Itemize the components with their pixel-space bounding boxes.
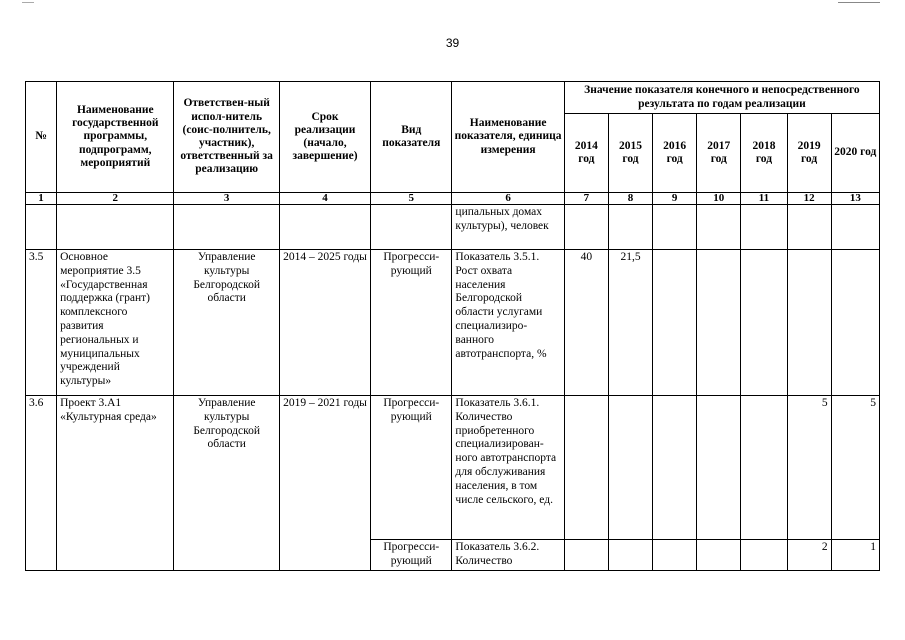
row-indicator-type: Прогресси-рующий <box>371 396 452 540</box>
header-year-2014: 2014 год <box>564 114 608 193</box>
column-numbers-row <box>26 193 880 205</box>
column-number: 3 <box>174 193 279 205</box>
row-number: 3.5 <box>26 250 57 396</box>
row-value-2019: 2 <box>787 540 831 571</box>
header-indicator-name: Наименование показателя, единица измерения <box>452 82 564 193</box>
header-year-2020: 2020 год <box>831 114 879 193</box>
header-program-name: Наименование государственной программы, подпрограмм, мероприятий <box>57 82 174 193</box>
row-term <box>279 205 370 250</box>
row-value-2018 <box>741 540 787 571</box>
row-value-2015 <box>608 205 652 250</box>
row-value-2014 <box>564 205 608 250</box>
row-value-2016 <box>653 250 697 396</box>
column-number: 1 <box>26 193 57 205</box>
column-number: 11 <box>741 193 787 205</box>
header-year-2019: 2019 год <box>787 114 831 193</box>
row-value-2019: 5 <box>787 396 831 540</box>
row-value-2018 <box>741 250 787 396</box>
table-row <box>26 250 880 396</box>
row-number: 3.6 <box>26 396 57 571</box>
header-year-2016: 2016 год <box>653 114 697 193</box>
row-indicator-name: Показатель 3.5.1. Рост охвата населения Белгородской области услугами специализиро-ванного автотранспорта, % <box>452 250 564 396</box>
row-value-2019 <box>787 205 831 250</box>
row-responsible: Управление культуры Белгородской области <box>174 250 279 396</box>
row-value-2020: 5 <box>831 396 879 540</box>
header-year-2017: 2017 год <box>697 114 741 193</box>
header-row-top <box>26 82 880 114</box>
row-value-2016 <box>653 540 697 571</box>
row-program-name <box>57 205 174 250</box>
row-value-2017 <box>697 205 741 250</box>
row-value-2020 <box>831 250 879 396</box>
row-value-2016 <box>653 396 697 540</box>
scan-mark-top-right <box>838 2 880 3</box>
row-value-2017 <box>697 250 741 396</box>
row-value-2019 <box>787 250 831 396</box>
row-value-2015 <box>608 396 652 540</box>
header-year-2018: 2018 год <box>741 114 787 193</box>
header-responsible: Ответствен-ный испол-нитель (соис-полнитель, участник), ответственный за реализацию <box>174 82 279 193</box>
row-indicator-type: Прогресси-рующий <box>371 250 452 396</box>
scan-mark-top-left <box>22 2 34 3</box>
column-number: 9 <box>653 193 697 205</box>
table-row <box>26 205 880 250</box>
column-number: 6 <box>452 193 564 205</box>
row-value-2017 <box>697 396 741 540</box>
table-row <box>26 396 880 540</box>
row-value-2014 <box>564 540 608 571</box>
row-value-2014 <box>564 396 608 540</box>
row-value-2015: 21,5 <box>608 250 652 396</box>
indicators-table <box>25 81 880 571</box>
header-year-2015: 2015 год <box>608 114 652 193</box>
column-number: 7 <box>564 193 608 205</box>
row-value-2020: 1 <box>831 540 879 571</box>
column-number: 4 <box>279 193 370 205</box>
row-indicator-type: Прогресси-рующий <box>371 540 452 571</box>
page-number: 39 <box>445 36 460 50</box>
row-indicator-name: ципальных домах культуры), человек <box>452 205 564 250</box>
row-value-2018 <box>741 205 787 250</box>
column-number: 2 <box>57 193 174 205</box>
header-values-by-year: Значение показателя конечного и непосредственного результата по годам реализации <box>564 82 879 114</box>
row-value-2020 <box>831 205 879 250</box>
column-number: 8 <box>608 193 652 205</box>
row-indicator-name: Показатель 3.6.2. Количество <box>452 540 564 571</box>
header-term: Срок реализации (начало, завершение) <box>279 82 370 193</box>
row-responsible <box>174 205 279 250</box>
row-value-2015 <box>608 540 652 571</box>
row-term: 2014 – 2025 годы <box>279 250 370 396</box>
row-responsible: Управление культуры Белгородской области <box>174 396 279 571</box>
row-number <box>26 205 57 250</box>
row-program-name: Проект 3.А1 «Культурная среда» <box>57 396 174 571</box>
row-value-2014: 40 <box>564 250 608 396</box>
column-number: 12 <box>787 193 831 205</box>
row-value-2017 <box>697 540 741 571</box>
column-number: 5 <box>371 193 452 205</box>
header-indicator-type: Вид показателя <box>371 82 452 193</box>
column-number: 10 <box>697 193 741 205</box>
row-term: 2019 – 2021 годы <box>279 396 370 571</box>
column-number: 13 <box>831 193 879 205</box>
row-indicator-name: Показатель 3.6.1. Количество приобретенного специализирован-ного автотранспорта для обслуживания населения, в том числе сельского, ед. <box>452 396 564 540</box>
row-indicator-type <box>371 205 452 250</box>
header-number: № <box>26 82 57 193</box>
row-program-name: Основное мероприятие 3.5 «Государственная поддержка (грант) комплексного развития региональных и муниципальных учреждений культуры» <box>57 250 174 396</box>
row-value-2018 <box>741 396 787 540</box>
row-value-2016 <box>653 205 697 250</box>
